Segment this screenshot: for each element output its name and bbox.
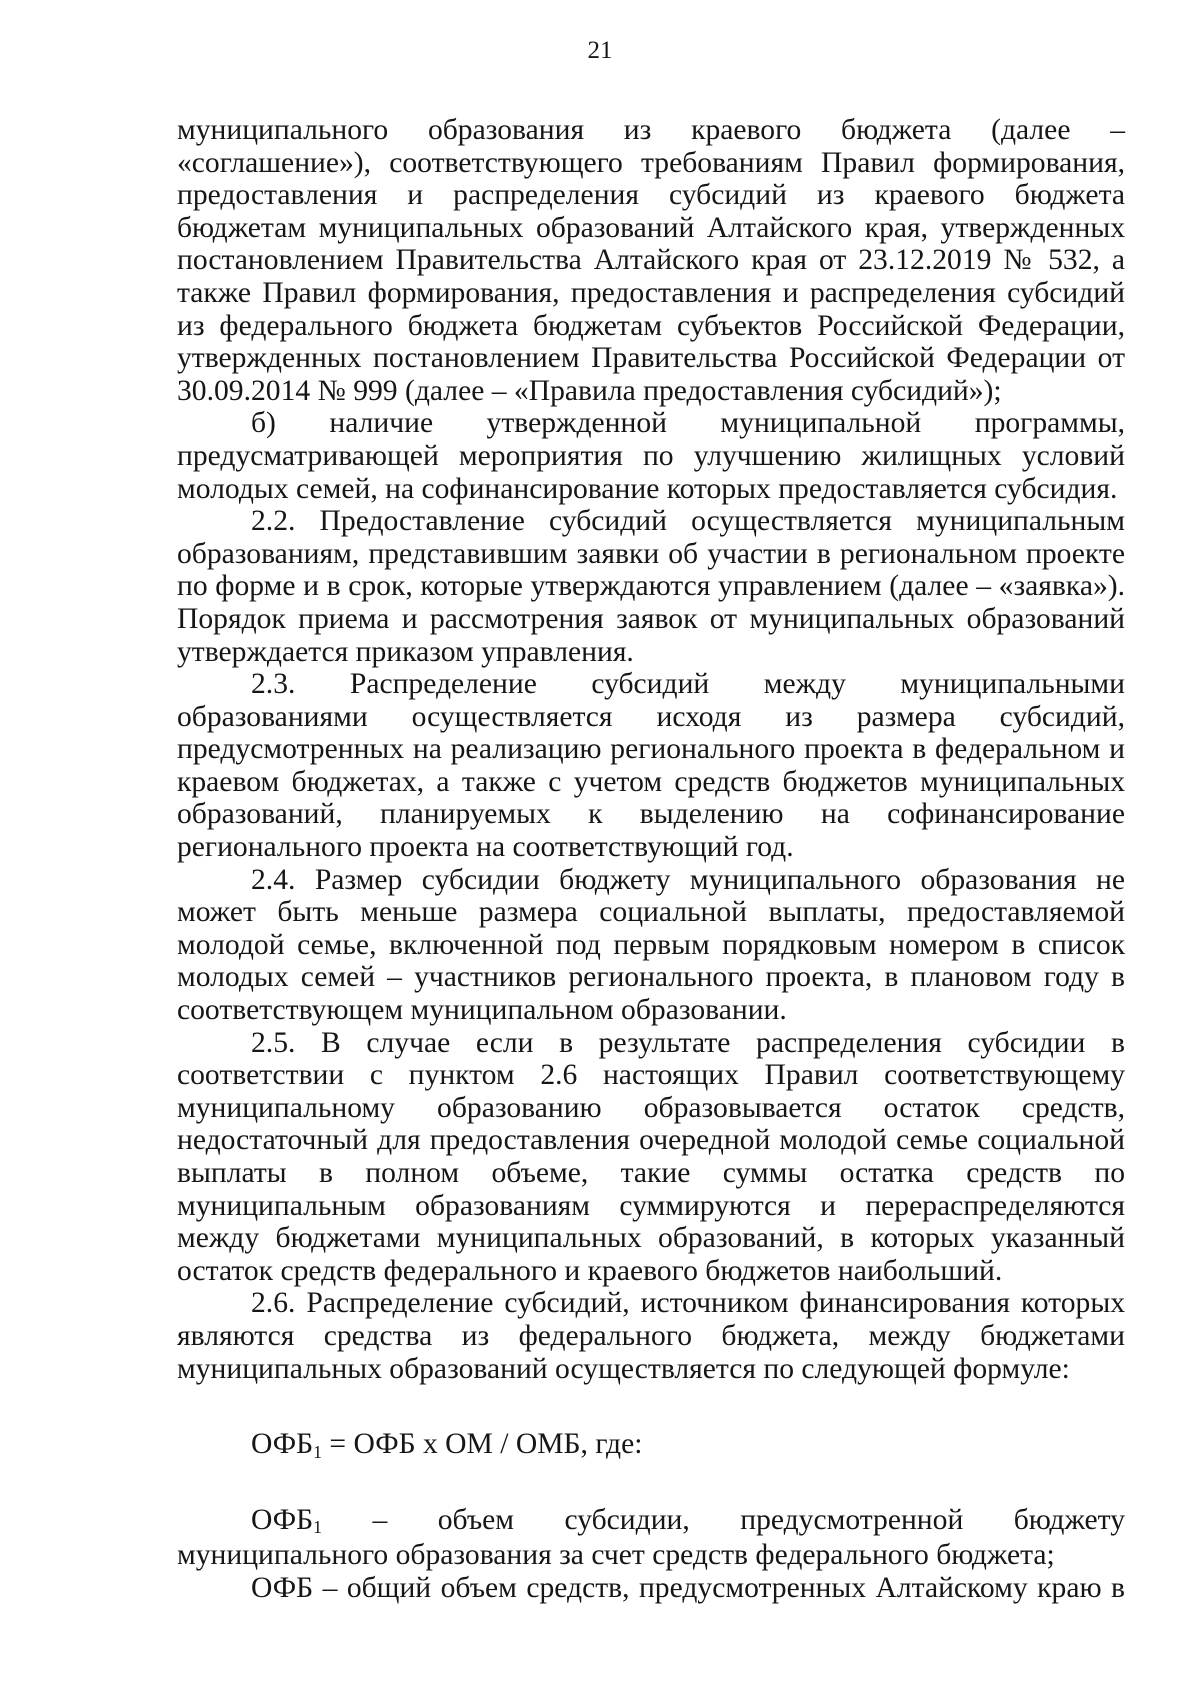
paragraph-2-6: 2.6. Распределение субсидий, источником финансирования которых являются средства из федерального бюджета, между бюджетами муниципальных образований осуществляется по следующей формуле:: [177, 1287, 1125, 1385]
definition-text: – объем субсидии, предусмотренной бюджету муниципального образования за счет средств федерального бюджета;: [177, 1503, 1125, 1572]
paragraph-agreement-continuation: муниципального образования из краевого бюджета (далее – «соглашение»), соответствующего требованиям Правил формирования, предоставления и распределения субсидий из краевого бюджета бюджетам муниципальных образований Алтайского края, утвержденных постановлением Правительства Алтайского края от 23.12.2019 № 532, а также Правил формирования, предоставления и распределения субсидий из федерального бюджета бюджетам субъектов Российской Федерации, утвержденных постановлением Правительства Российской Федерации от 30.09.2014 № 999 (далее – «Правила предоставления субсидий»);: [177, 114, 1125, 407]
formula-lhs-symbol: ОФБ: [251, 1428, 314, 1461]
paragraph-2-3: 2.3. Распределение субсидий между муниципальными образованиями осуществляется исходя из размера субсидий, предусмотренных на реализацию регионального проекта в федеральном и краевом бюджетах, а также с учетом средств бюджетов муниципальных образований, планируемых к выделению на софинансирование регионального проекта на соответствующий год.: [177, 668, 1125, 864]
definition-text: – общий объем средств, предусмотренных Алтайскому краю в: [313, 1571, 1125, 1604]
distribution-formula: [251, 1428, 1125, 1464]
definition-ofb: [177, 1572, 1125, 1605]
paragraph-item-b: б) наличие утвержденной муниципальной программы, предусматривающей мероприятия по улучшению жилищных условий молодых семей, на софинансирование которых предоставляется субсидия.: [177, 407, 1125, 505]
definition-ofb1: [177, 1504, 1125, 1572]
page-number: 21: [587, 37, 613, 64]
definition-symbol-subscript: 1: [313, 1517, 322, 1538]
definition-symbol: ОФБ: [251, 1571, 314, 1604]
formula-lhs-subscript: 1: [313, 1441, 322, 1462]
definition-symbol: ОФБ: [251, 1503, 314, 1536]
formula-rhs: = ОФБ х ОМ / ОМБ, где:: [321, 1428, 643, 1461]
paragraph-2-5: 2.5. В случае если в результате распределения субсидии в соответствии с пунктом 2.6 настоящих Правил соответствующему муниципальному образованию образовывается остаток средств, недостаточный для предоставления очередной молодой семье социальной выплаты в полном объеме, такие суммы остатка средств по муниципальным образованиям суммируются и перераспределяются между бюджетами муниципальных образований, в которых указанный остаток средств федерального и краевого бюджетов наибольший.: [177, 1026, 1125, 1287]
paragraph-2-2: 2.2. Предоставление субсидий осуществляется муниципальным образованиям, представившим заявки об участии в региональном проекте по форме и в срок, которые утверждаются управлением (далее – «заявка»). Порядок приема и рассмотрения заявок от муниципальных образований утверждается приказом управления.: [177, 505, 1125, 668]
paragraph-2-4: 2.4. Размер субсидии бюджету муниципального образования не может быть меньше размера социальной выплаты, предоставляемой молодой семье, включенной под первым порядковым номером в список молодых семей – участников регионального проекта, в плановом году в соответствующем муниципальном образовании.: [177, 863, 1125, 1027]
document-body: [177, 114, 1125, 1605]
